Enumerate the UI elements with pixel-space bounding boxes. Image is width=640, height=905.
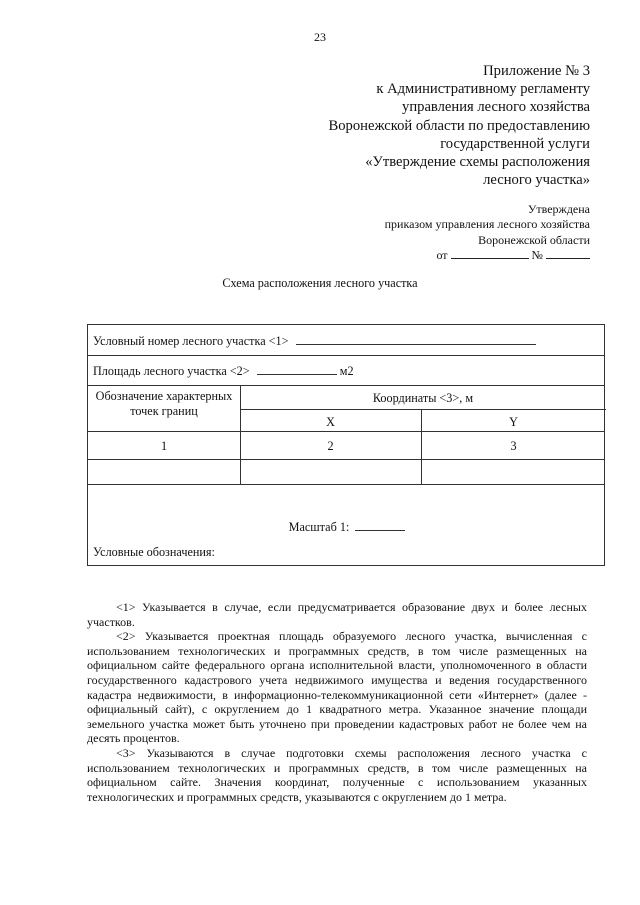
footnotes xyxy=(87,600,587,804)
from-label: от xyxy=(436,247,448,262)
points-header xyxy=(88,389,240,419)
appendix-line: к Административному регламенту xyxy=(376,81,590,98)
points-header-line: точек границ xyxy=(130,404,198,418)
appendix-line: управления лесного хозяйства xyxy=(402,99,590,116)
conditional-number-label: Условный номер лесного участка <1> xyxy=(93,334,289,348)
area-row xyxy=(93,364,354,379)
row-divider xyxy=(88,459,604,460)
row-divider xyxy=(88,385,604,386)
area-unit: м2 xyxy=(339,364,354,378)
number-blank xyxy=(546,248,590,259)
appendix-line: государственной услуги xyxy=(440,135,590,152)
scheme-title: Схема расположения лесного участка xyxy=(222,276,418,290)
page-number: 23 xyxy=(314,30,326,44)
xy-divider xyxy=(240,409,606,410)
appendix-line: «Утверждение схемы расположения xyxy=(365,154,590,171)
column-number-2: 2 xyxy=(327,439,334,453)
column-number-3: 3 xyxy=(510,439,517,453)
area-blank xyxy=(257,364,337,375)
date-blank xyxy=(451,248,529,259)
points-header-line: Обозначение характерных xyxy=(95,389,233,403)
approved-title: Утверждена xyxy=(527,202,590,216)
number-label: № xyxy=(531,247,543,262)
appendix-line: Воронежской области по предоставлению xyxy=(328,117,590,134)
row-divider xyxy=(88,431,604,432)
row-divider xyxy=(88,355,604,356)
scale-row xyxy=(88,520,606,535)
approved-order-line: приказом управления лесного хозяйства xyxy=(384,217,590,232)
column-number-1: 1 xyxy=(160,439,168,453)
column-x-header: X xyxy=(326,415,335,429)
scheme-form-table xyxy=(87,324,605,566)
appendix-header xyxy=(230,62,590,189)
conditional-number-row xyxy=(93,334,536,349)
footnote-2: <2> Указывается проектная площадь образуемого лесного участка, вычисленная с использованием технологических и программных средств, в том числе размещенных на официальном сайте федерального органа исполнительной власти, уполномоченного в области государственного кадастрового учета недвижимого имущества и ведения государственного кадастра недвижимости, в информационно-телекоммуникационной сети «Интернет» (далее - официальный сайт), с округлением до 1 квадратного метра. Указанное значение площади земельного участка может быть уточнено при проведении кадастровых работ не более чем на десять процентов. xyxy=(87,629,587,746)
footnote-3: <3> Указываются в случае подготовки схемы расположения лесного участка с использованием технологических и программных средств, в том числе размещенных на официальном сайте. Значения координат, полученные с использованием указанных технологических и программных средств, указываются с округлением до 1 метра. xyxy=(87,745,587,804)
area-label: Площадь лесного участка <2> xyxy=(93,364,250,378)
appendix-line: лесного участка» xyxy=(483,172,590,189)
scale-blank xyxy=(355,520,405,531)
appendix-line: Приложение № 3 xyxy=(483,63,590,79)
scale-label: Масштаб 1: xyxy=(288,520,350,534)
approved-region-line: Воронежской области xyxy=(478,232,590,247)
conditional-number-blank xyxy=(296,334,536,345)
legend-label: Условные обозначения: xyxy=(93,545,215,559)
footnote-1: <1> Указывается в случае, если предусматривается образование двух и более лесных участков. xyxy=(87,600,587,629)
coordinates-header: Координаты <3>, м xyxy=(372,391,474,405)
row-divider xyxy=(88,484,604,485)
approval-block xyxy=(270,202,590,263)
column-y-header: Y xyxy=(509,415,518,429)
approved-date-line xyxy=(270,248,590,263)
